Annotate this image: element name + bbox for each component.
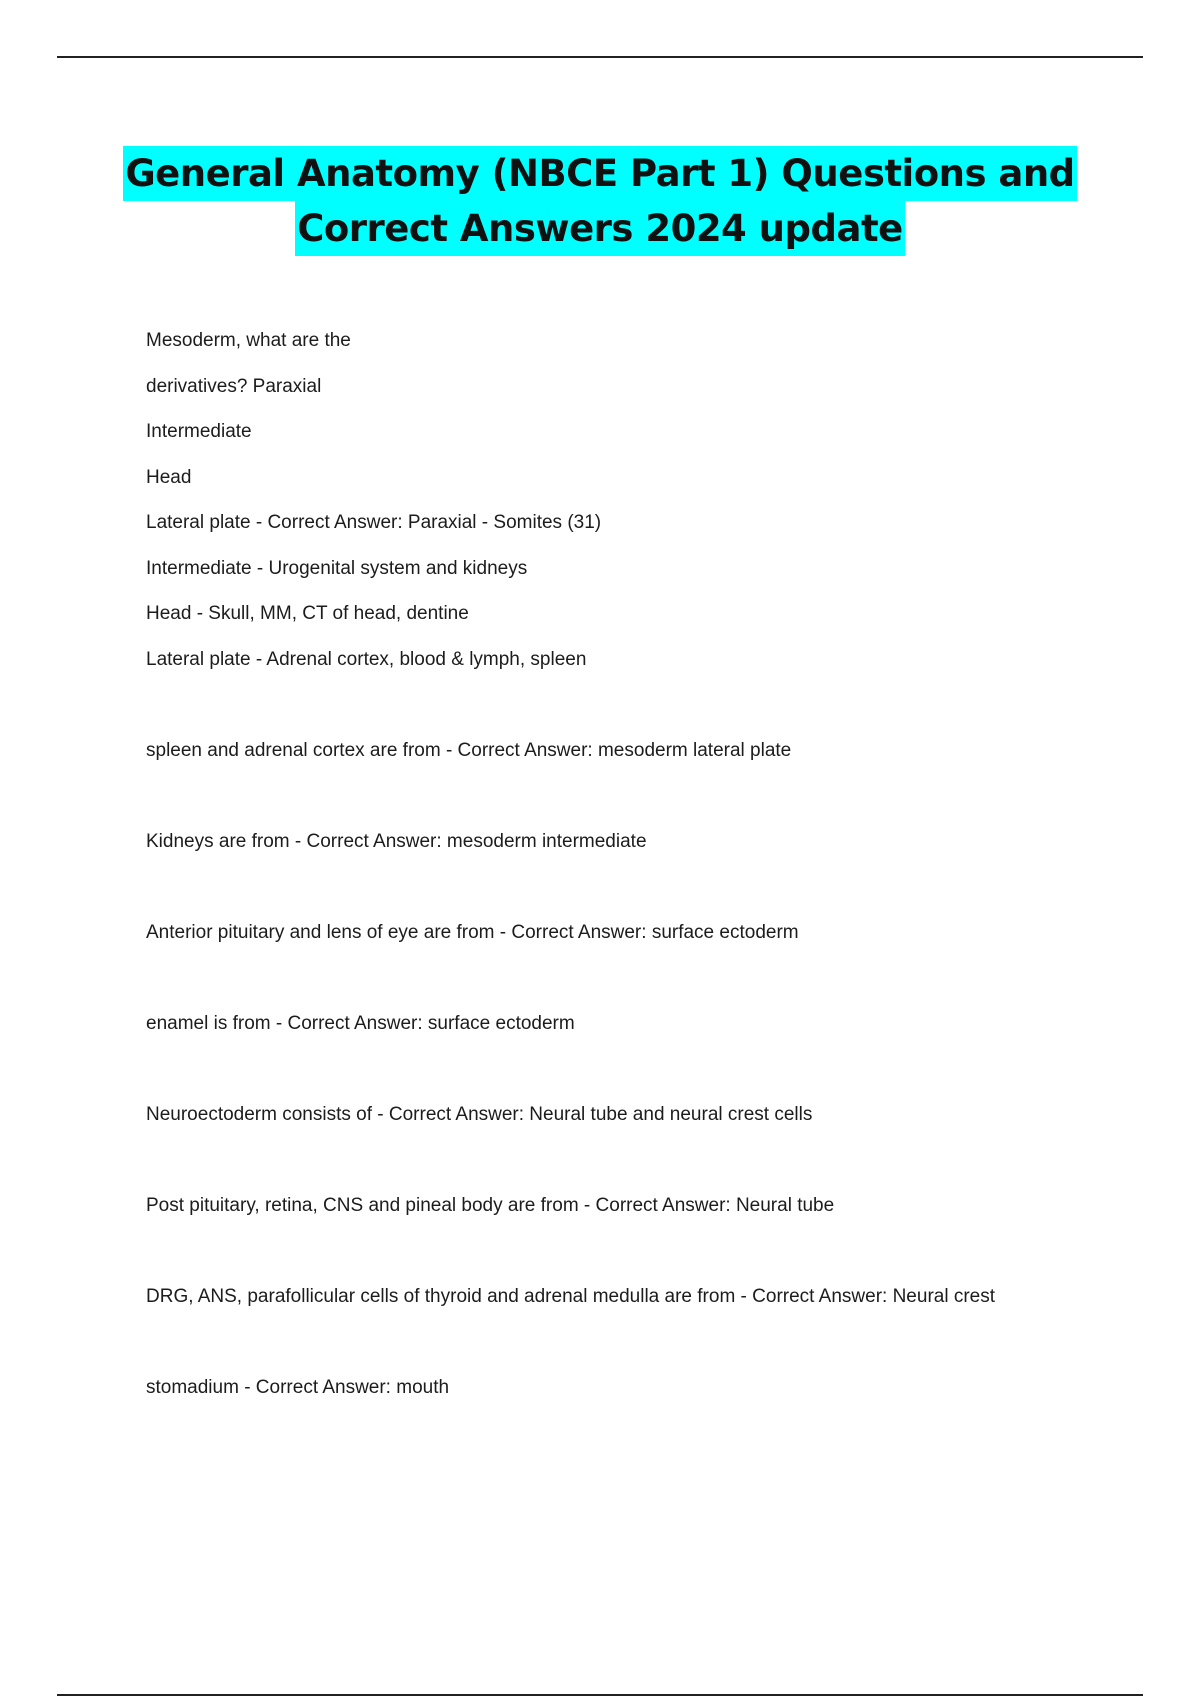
body-line: Intermediate - Urogenital system and kidneys (146, 557, 528, 579)
body-line: Mesoderm, what are the (146, 330, 351, 351)
document-body (146, 318, 1106, 1410)
footer-rule (57, 1694, 1143, 1696)
body-line: Lateral plate - Adrenal cortex, blood & lymph, spleen (146, 648, 587, 670)
qa-item: enamel is from - Correct Answer: surface ectoderm (146, 1012, 575, 1034)
body-line: Lateral plate - Correct Answer: Paraxial - Somites (31) (146, 512, 602, 533)
body-line: Head - Skull, MM, CT of head, dentine (146, 603, 469, 624)
qa-item: Kidneys are from - Correct Answer: mesoderm intermediate (146, 830, 647, 852)
body-line: Head (146, 466, 192, 488)
qa-item: spleen and adrenal cortex are from - Correct Answer: mesoderm lateral plate (146, 739, 792, 761)
page-title (60, 146, 1140, 256)
qa-item: Post pituitary, retina, CNS and pineal body are from - Correct Answer: Neural tube (146, 1194, 835, 1216)
body-line: derivatives? Paraxial (146, 375, 322, 397)
qa-item: Neuroectoderm consists of - Correct Answer: Neural tube and neural crest cells (146, 1103, 813, 1125)
title-line-2: Correct Answers 2024 update (295, 201, 905, 256)
body-line: Intermediate (146, 421, 252, 442)
qa-item: Anterior pituitary and lens of eye are from - Correct Answer: surface ectoderm (146, 921, 799, 943)
qa-item: DRG, ANS, parafollicular cells of thyroid and adrenal medulla are from - Correct Answer: Neural crest (146, 1285, 996, 1307)
qa-item: stomadium - Correct Answer: mouth (146, 1376, 450, 1398)
header-rule (57, 56, 1143, 58)
title-line-1: General Anatomy (NBCE Part 1) Questions and (123, 146, 1076, 201)
